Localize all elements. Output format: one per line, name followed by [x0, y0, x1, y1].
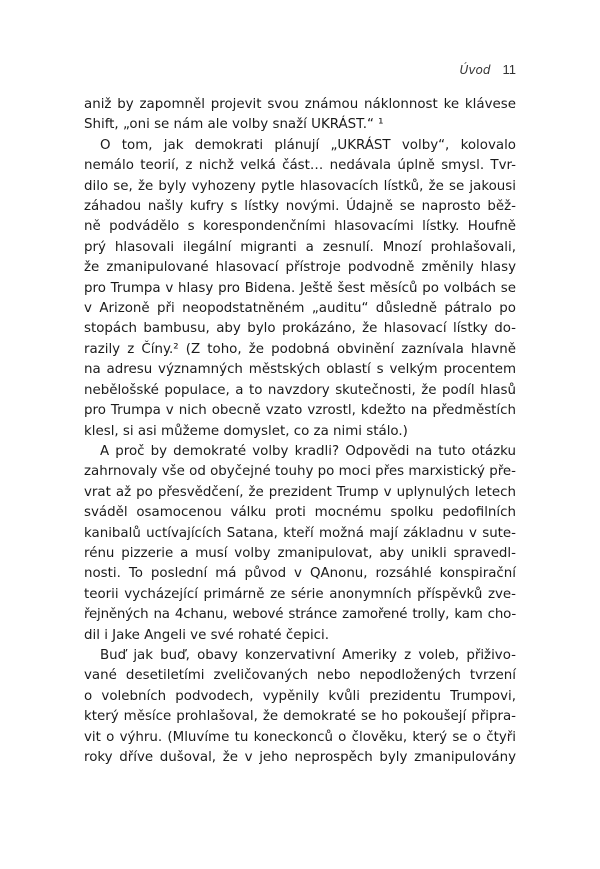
body-text	[84, 95, 516, 768]
text-line: teorii vycházející primárně ze série anonymních příspěvků zve-	[84, 586, 516, 602]
text-line: řejněných na 4chanu, webové stránce zamořené trolly, kam cho-	[84, 607, 516, 623]
text-line: že zmanipulované hlasovací přístroje podvodně změnily hlasy	[84, 260, 516, 276]
text-line: kanibalů uctívajících Satana, kteří možná mají základnu v sute-	[84, 525, 516, 541]
text-line: A proč by demokraté volby kradli? Odpovědi na tuto otázku	[100, 443, 516, 459]
text-line: na adresu významných městských oblastí s velkým procentem	[84, 362, 516, 378]
running-header	[460, 62, 516, 77]
text-line: Shift, „oni se nám ale volby snaží UKRÁST.“ ¹	[84, 117, 384, 133]
text-line: dilo se, že byly vyhozeny pytle hlasovacích lístků, že se jakousi	[84, 178, 516, 194]
text-line: Buď jak buď, obavy konzervativní Ameriky z voleb, přiživo-	[100, 647, 516, 663]
text-line: v Arizoně při neopodstatněném „auditu“ důsledně pátralo po	[84, 301, 516, 317]
page-number: 11	[502, 62, 516, 77]
text-line: který měsíce prohlašoval, že demokraté se ho pokoušejí připra-	[84, 709, 516, 725]
text-line: nemálo teorií, z nichž velká část… nedávala úplně smysl. Tvr-	[84, 158, 516, 174]
text-line: pro Trumpa v hlasy pro Bidena. Ještě šest měsíců po volbách se	[84, 280, 516, 296]
text-line: pro Trumpa v nich obecně vzato vzrostl, kdežto na předměstích	[84, 403, 516, 419]
text-line: vrat až po přesvědčení, že prezident Trump v uplynulých letech	[84, 484, 516, 500]
text-line: ně podvádělo s korespondenčními hlasovacími lístky. Houfně	[84, 219, 516, 235]
text-line: O tom, jak demokrati plánují „UKRÁST volby“, kolovalo	[100, 137, 516, 153]
text-line: stopách bambusu, aby bylo prokázáno, že hlasovací lístky do-	[84, 321, 516, 337]
paragraph	[84, 95, 516, 136]
paragraph	[84, 646, 516, 768]
text-line: nosti. To poslední má původ v QAnonu, rozsáhlé konspirační	[84, 566, 516, 582]
text-line: roky dříve dušoval, že v jeho neprospěch byly zmanipulovány	[84, 750, 516, 765]
section-title: Úvod	[459, 63, 491, 77]
text-line: aniž by zapomněl projevit svou známou náklonnost ke klávese	[84, 97, 516, 112]
paragraph	[84, 136, 516, 442]
text-line: rénu pizzerie a musí volby zmanipulovat, aby unikli spravedl-	[84, 545, 516, 561]
text-line: nebělošské populace, a to navzdory skutečnosti, že podíl hlasů	[84, 382, 516, 398]
text-line: o volebních podvodech, vypěnily kvůli prezidentu Trumpovi,	[84, 688, 516, 704]
text-line: razily z Číny.² (Z toho, že podobná obvinění zaznívala hlavně	[84, 341, 516, 357]
text-line: zahrnovaly vše od obyčejné touhy po moci přes marxistický pře-	[84, 464, 516, 480]
text-line: vané desetiletími zveličovaných nebo nepodložených tvrzení	[84, 668, 516, 684]
text-line: záhadou našly kufry s lístky novými. Údajně se naprosto běž-	[84, 199, 516, 215]
text-line: dil i Jake Angeli ve své rohaté čepici.	[84, 627, 329, 643]
text-line: prý hlasovali ilegální migranti a zesnulí. Mnozí prohlašovali,	[84, 239, 516, 255]
paragraph	[84, 442, 516, 646]
text-line: vit o výhru. (Mluvíme tu koneckonců o člověku, který se o čtyři	[84, 729, 516, 745]
text-line: sváděl osamocenou válku proti mocnému spolku pedofilních	[84, 505, 516, 521]
text-line: klesl, si asi můžeme domyslet, co za nimi stálo.)	[84, 423, 408, 439]
